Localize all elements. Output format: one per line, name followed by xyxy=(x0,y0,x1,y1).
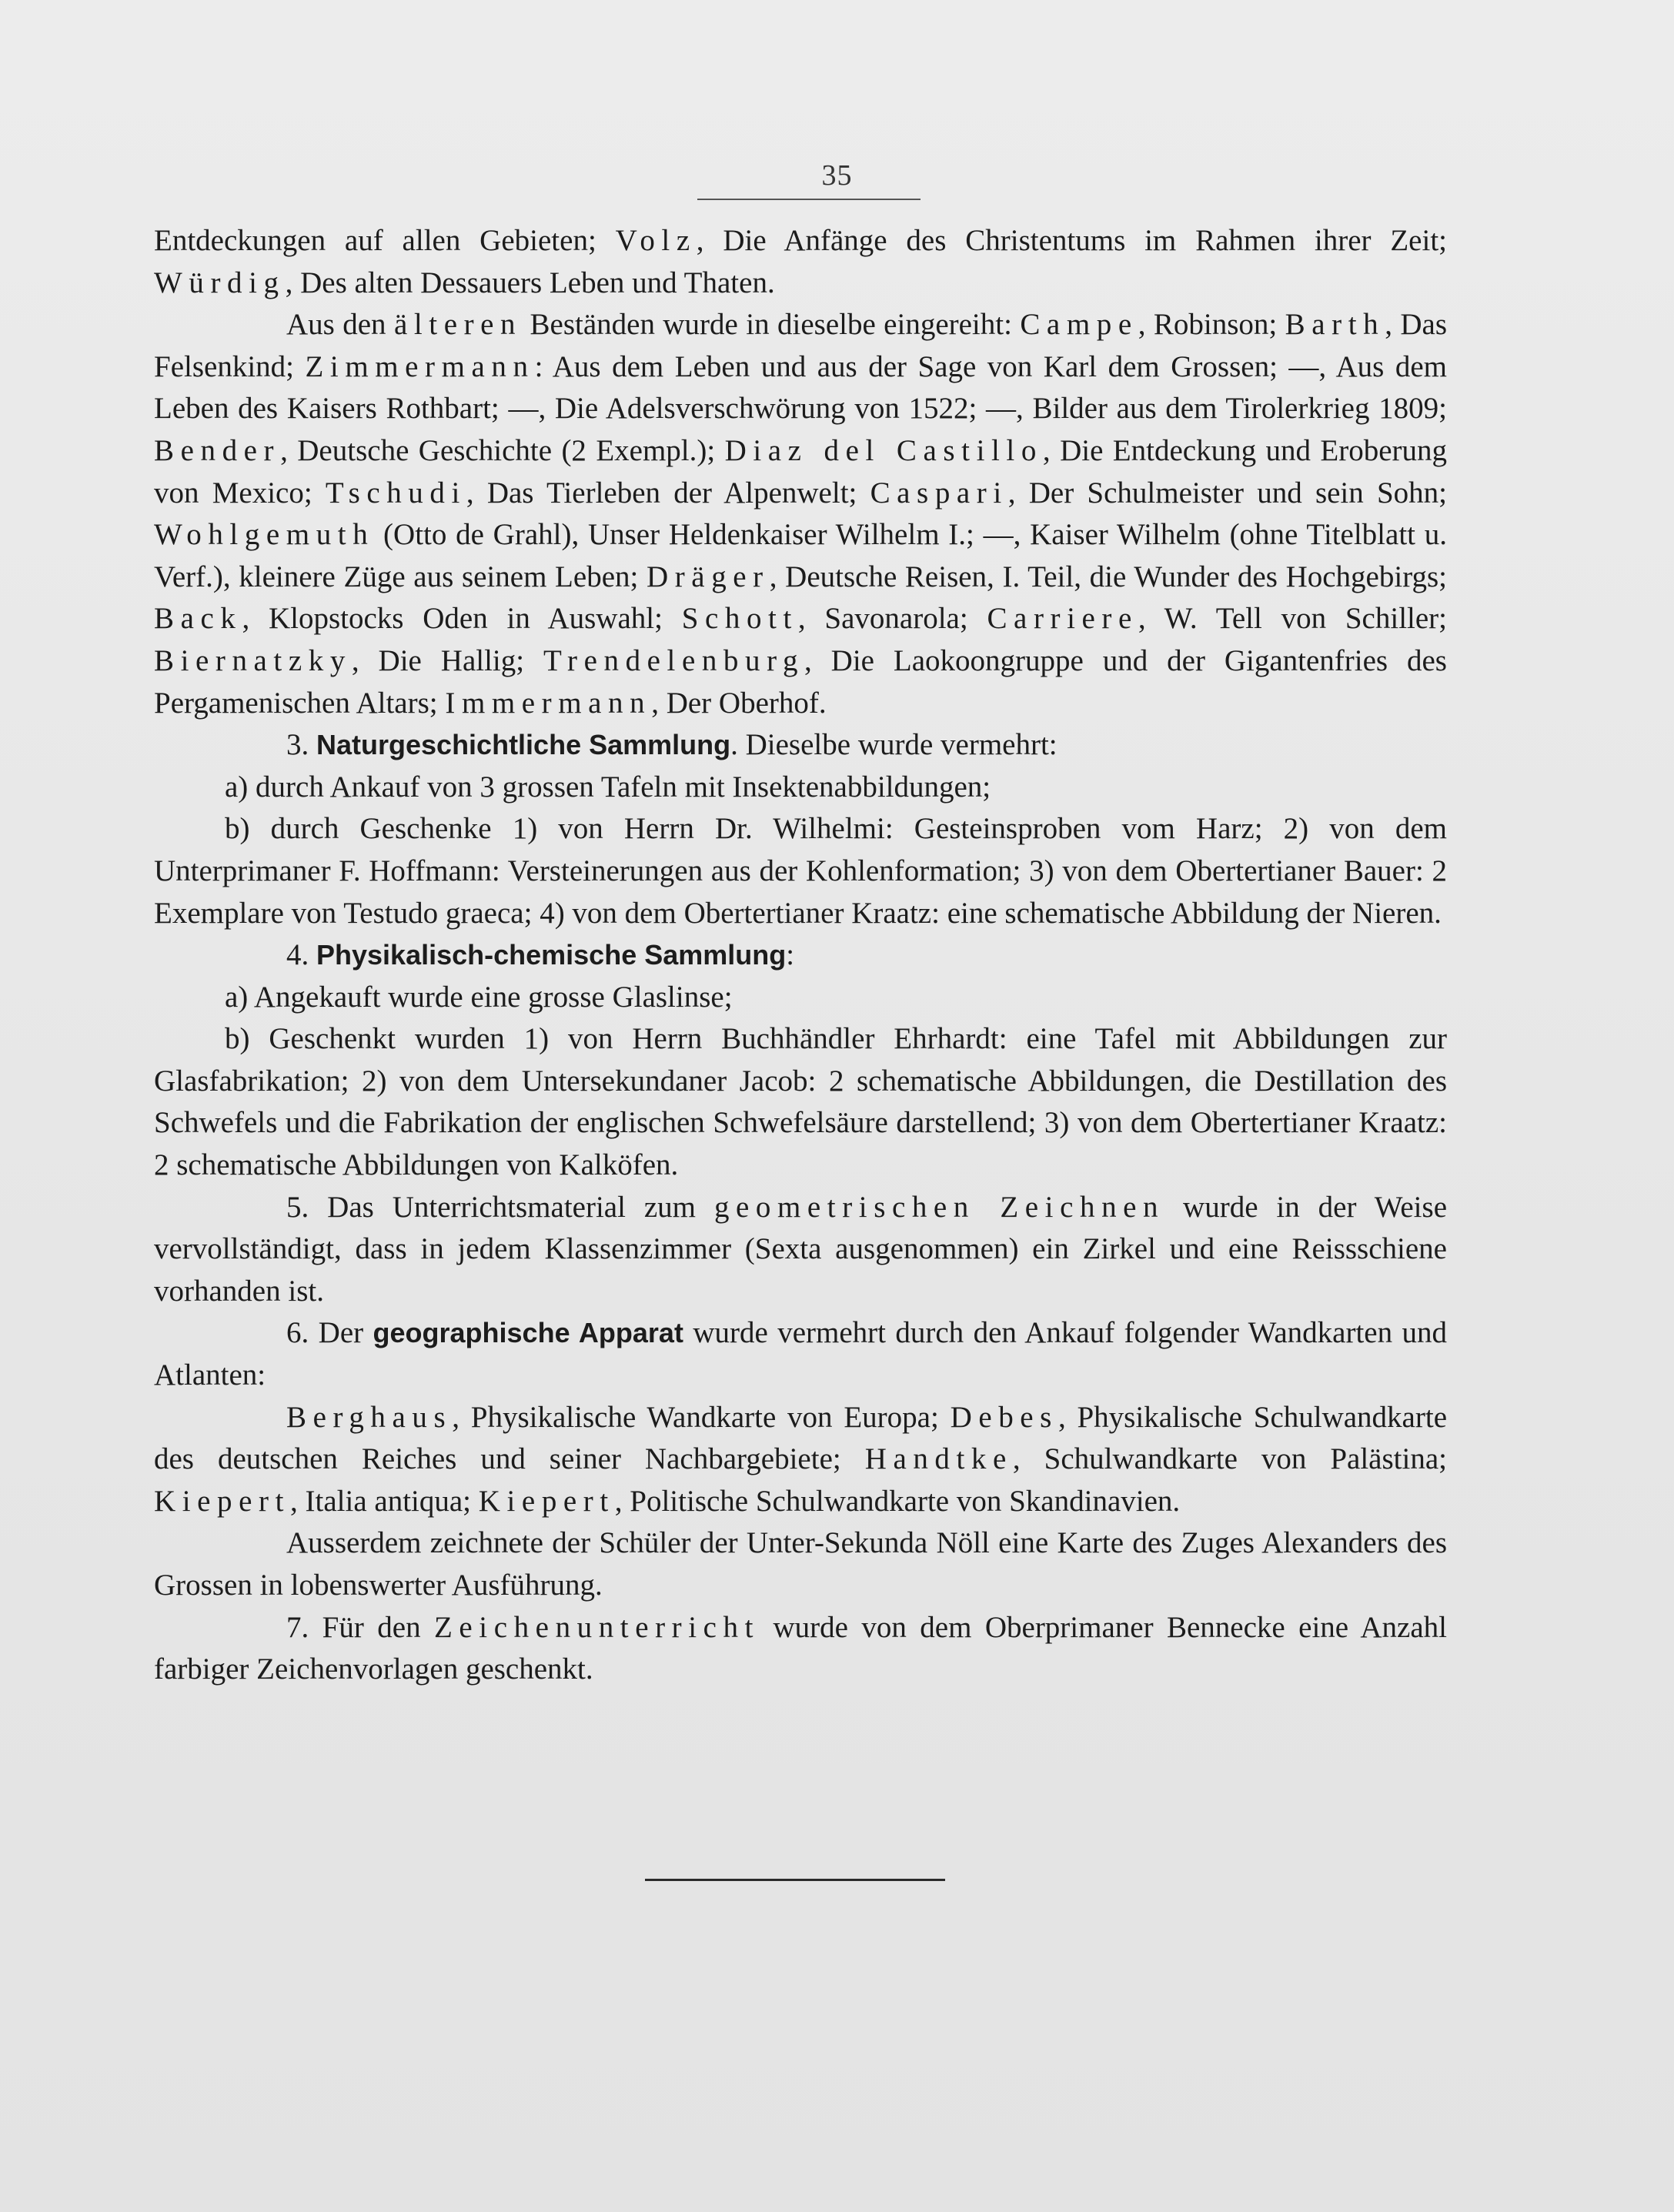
list-item: b) Geschenkt wurden 1) von Herrn Buchhändler Ehrhardt: eine Tafel mit Abbildungen zur Glasfabrikation; 2) von dem Untersekundaner Jacob: 2 schematische Abbildungen, die Destillation des Schwefels und die Fabrikation der englischen Schwefelsäure darstellend; 3) von dem Obertertianer Kraatz: 2 schematische Abbildungen von Kalköfen. xyxy=(154,1022,1447,1182)
paragraph-drawing-lessons: 7. Für den Zeichenunterricht wurde von dem Oberprimaner Bennecke eine Anzahl farbiger Zeichenvorlagen geschenkt. xyxy=(154,1610,1447,1686)
paragraph-geometric-drawing: 5. Das Unterrichtsmaterial zum geometrischen Zeichnen wurde in der Weise vervollständigt, dass in jedem Klassenzimmer (Sexta ausgenommen) ein Zirkel und eine Reissschiene vorhanden ist. xyxy=(154,1190,1448,1308)
header-rule xyxy=(697,199,921,200)
list-item: a) durch Ankauf von 3 grossen Tafeln mit Insektenabbildungen; xyxy=(225,770,991,804)
section-heading-natural-history: 3. Naturgeschichtliche Sammlung. Dieselbe wurde vermehrt: xyxy=(286,728,1058,762)
list-item: b) durch Geschenke 1) von Herrn Dr. Wilhelmi: Gesteinsproben vom Harz; 2) von dem Unterprimaner F. Hoffmann: Versteinerungen aus der Kohlenformation; 3) von dem Obertertianer Bauer: 2 Exemplare von Testudo graeca; 4) von dem Obertertianer Kraatz: eine schematische Abbildung der Nieren. xyxy=(154,812,1447,930)
list-item: a) Angekauft wurde eine grosse Glaslinse; xyxy=(225,980,733,1014)
section-heading-geography: 6. Der geographische Apparat wurde vermehrt durch den Ankauf folgender Wandkarten und Atlanten: xyxy=(154,1316,1447,1392)
section-heading-physics-chemistry: 4. Physikalisch-chemische Sammlung: xyxy=(286,938,795,972)
paragraph-student-map: Ausserdem zeichnete der Schüler der Unter-Sekunda Nöll eine Karte des Zuges Alexanders des Grossen in lobenswerter Ausführung. xyxy=(154,1526,1447,1602)
section-title: geographische Apparat xyxy=(373,1317,683,1349)
paragraph-older-holdings: Aus den älteren Beständen wurde in dieselbe eingereiht: Campe, Robinson; Barth, Das Felsenkind; Zimmermann: Aus dem Leben und aus der Sage von Karl dem Grossen; —, Aus dem Leben des Kaisers Rothbart; —, Die Adelsverschwörung von 1522; —, Bilder aus dem Tirolerkrieg 1809; Bender, Deutsche Geschichte (2 Exempl.); Diaz del Castillo, Die Entdeckung und Eroberung von Mexico; Tschudi, Das Tierleben der Alpenwelt; Caspari, Der Schulmeister und sein Sohn; Wohlgemuth (Otto de Grahl), Unser Heldenkaiser Wilhelm I.; —, Kaiser Wilhelm (ohne Titelblatt u. Verf.), kleinere Züge aus seinem Leben; Dräger, Deutsche Reisen, I. Teil, die Wunder des Hochgebirgs; Back, Klopstocks Oden in Auswahl; Schott, Savonarola; Carriere, W. Tell von Schiller; Biernatzky, Die Hallig; Trendelenburg, Die Laokoongruppe und der Gigantenfries des Pergamenischen Altars; Immermann, Der Oberhof. xyxy=(154,308,1447,720)
section-title: Naturgeschichtliche Sammlung xyxy=(316,729,731,761)
paragraph-continuation: Entdeckungen auf allen Gebieten; Volz, Die Anfänge des Christentums im Rahmen ihrer Zeit; Würdig, Des alten Dessauers Leben und Thaten. xyxy=(154,224,1447,299)
body-text xyxy=(154,220,1447,1691)
page-number: 35 xyxy=(821,159,853,192)
end-rule xyxy=(645,1879,945,1881)
paragraph-maps: Berghaus, Physikalische Wandkarte von Europa; Debes, Physikalische Schulwandkarte des deutschen Reiches und seiner Nachbargebiete; Handtke, Schulwandkarte von Palästina; Kiepert, Italia antiqua; Kiepert, Politische Schulwandkarte von Skandinavien. xyxy=(154,1400,1448,1518)
section-title: Physikalisch-chemische Sammlung xyxy=(316,939,787,971)
